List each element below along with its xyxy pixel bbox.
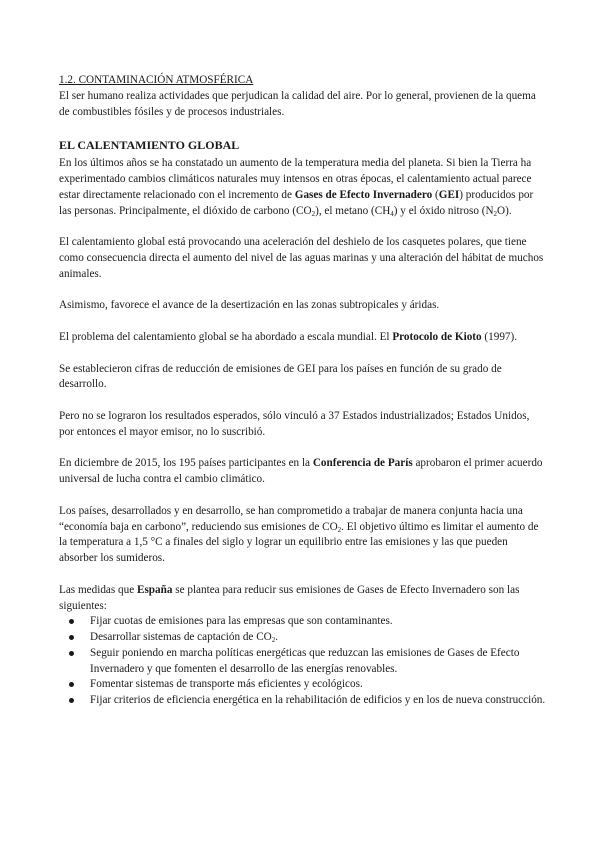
paragraph-desertizacion: Asimismo, favorece el avance de la desertización en las zonas subtropicales y áridas. [59, 299, 440, 312]
list-item: Fijar cuotas de emisiones para las empresas que son contaminantes. [59, 614, 547, 630]
paragraph-resultados: Pero no se lograron los resultados esperados, sólo vinculó a 37 Estados industrializados; Estados Unidos, por entonces el mayor emisor, no lo suscribió. [59, 409, 530, 438]
measures-list [59, 614, 547, 709]
paragraph-kioto: El problema del calentamiento global se ha abordado a escala mundial. El Protocolo de Kioto (1997). [59, 330, 518, 343]
paragraph-paris: En diciembre de 2015, los 195 países participantes en la Conferencia de París aprobaron el primer acuerdo universal de lucha contra el cambio climático. [59, 457, 543, 486]
bold-term: GEI [438, 188, 460, 201]
bold-term: Conferencia de París [312, 457, 413, 470]
list-item: Seguir poniendo en marcha políticas energéticas que reduzcan las emisiones de Gases de Efecto Invernadero y que fomenten el desarrollo de las energías renovables. [59, 646, 547, 678]
paragraph-cifras: Se establecieron cifras de reducción de emisiones de GEI para los países en función de su grado de desarrollo. [59, 362, 502, 391]
bullet-icon [69, 635, 74, 640]
section-title: 1.2. CONTAMINACIÓN ATMOSFÉRICA [59, 74, 254, 86]
list-item: Fomentar sistemas de transporte más eficientes y ecológicos. [59, 677, 547, 693]
bold-term: Gases de Efecto Invernadero [294, 188, 433, 201]
document-body [59, 73, 547, 709]
list-item: Desarrollar sistemas de captación de $CO_2$. [59, 630, 547, 646]
bullet-icon [69, 698, 74, 703]
section-heading: EL CALENTAMIENTO GLOBAL [59, 138, 240, 153]
bold-term: Protocolo de Kioto [392, 330, 482, 343]
paragraph-deshielo: El calentamiento global está provocando una aceleración del deshielo de los casquetes polares, que tiene como consecuencia directa el aumento del nivel de las aguas marinas y una alteración del hábitat de muchos animales. [59, 236, 544, 280]
bullet-icon [69, 682, 74, 687]
intro-paragraph: El ser humano realiza actividades que perjudican la calidad del aire. Por lo general, provienen de la quema de combustibles fósiles y de procesos industriales. [59, 89, 536, 118]
bullet-icon [69, 651, 74, 656]
bullet-icon [69, 619, 74, 624]
bold-term: España [136, 583, 173, 596]
paragraph-economia: Los países, desarrollados y en desarrollo, se han comprometido a trabajar de manera conjunta hacia una “economía baja en carbono”, reduciendo sus emisiones de $CO_2$. El objetivo último es limitar el aumento de la temperatura a 1,5 °C a finales del siglo y lograr un equilibrio entre las emisiones y las que pueden absorber los sumideros. [59, 504, 539, 565]
paragraph-espana: Las medidas que España se plantea para reducir sus emisiones de Gases de Efecto Invernadero son las siguientes: [59, 583, 520, 612]
paragraph-gei: En los últimos años se ha constatado un aumento de la temperatura media del planeta. Si bien la Tierra ha experimentado cambios climáticos naturales muy intensos en otras épocas, el calentamiento actual parece estar directamente relacionado con el incremento de Gases de Efecto Invernadero (GEI) producidos por las personas. Principalmente, el dióxido de carbono $(CO_2)$, el metano $(CH_4)$ y el óxido nitroso $(N_2O)$. [59, 157, 534, 218]
list-item: Fijar criterios de eficiencia energética en la rehabilitación de edificios y en los de nueva construcción. [59, 693, 547, 709]
